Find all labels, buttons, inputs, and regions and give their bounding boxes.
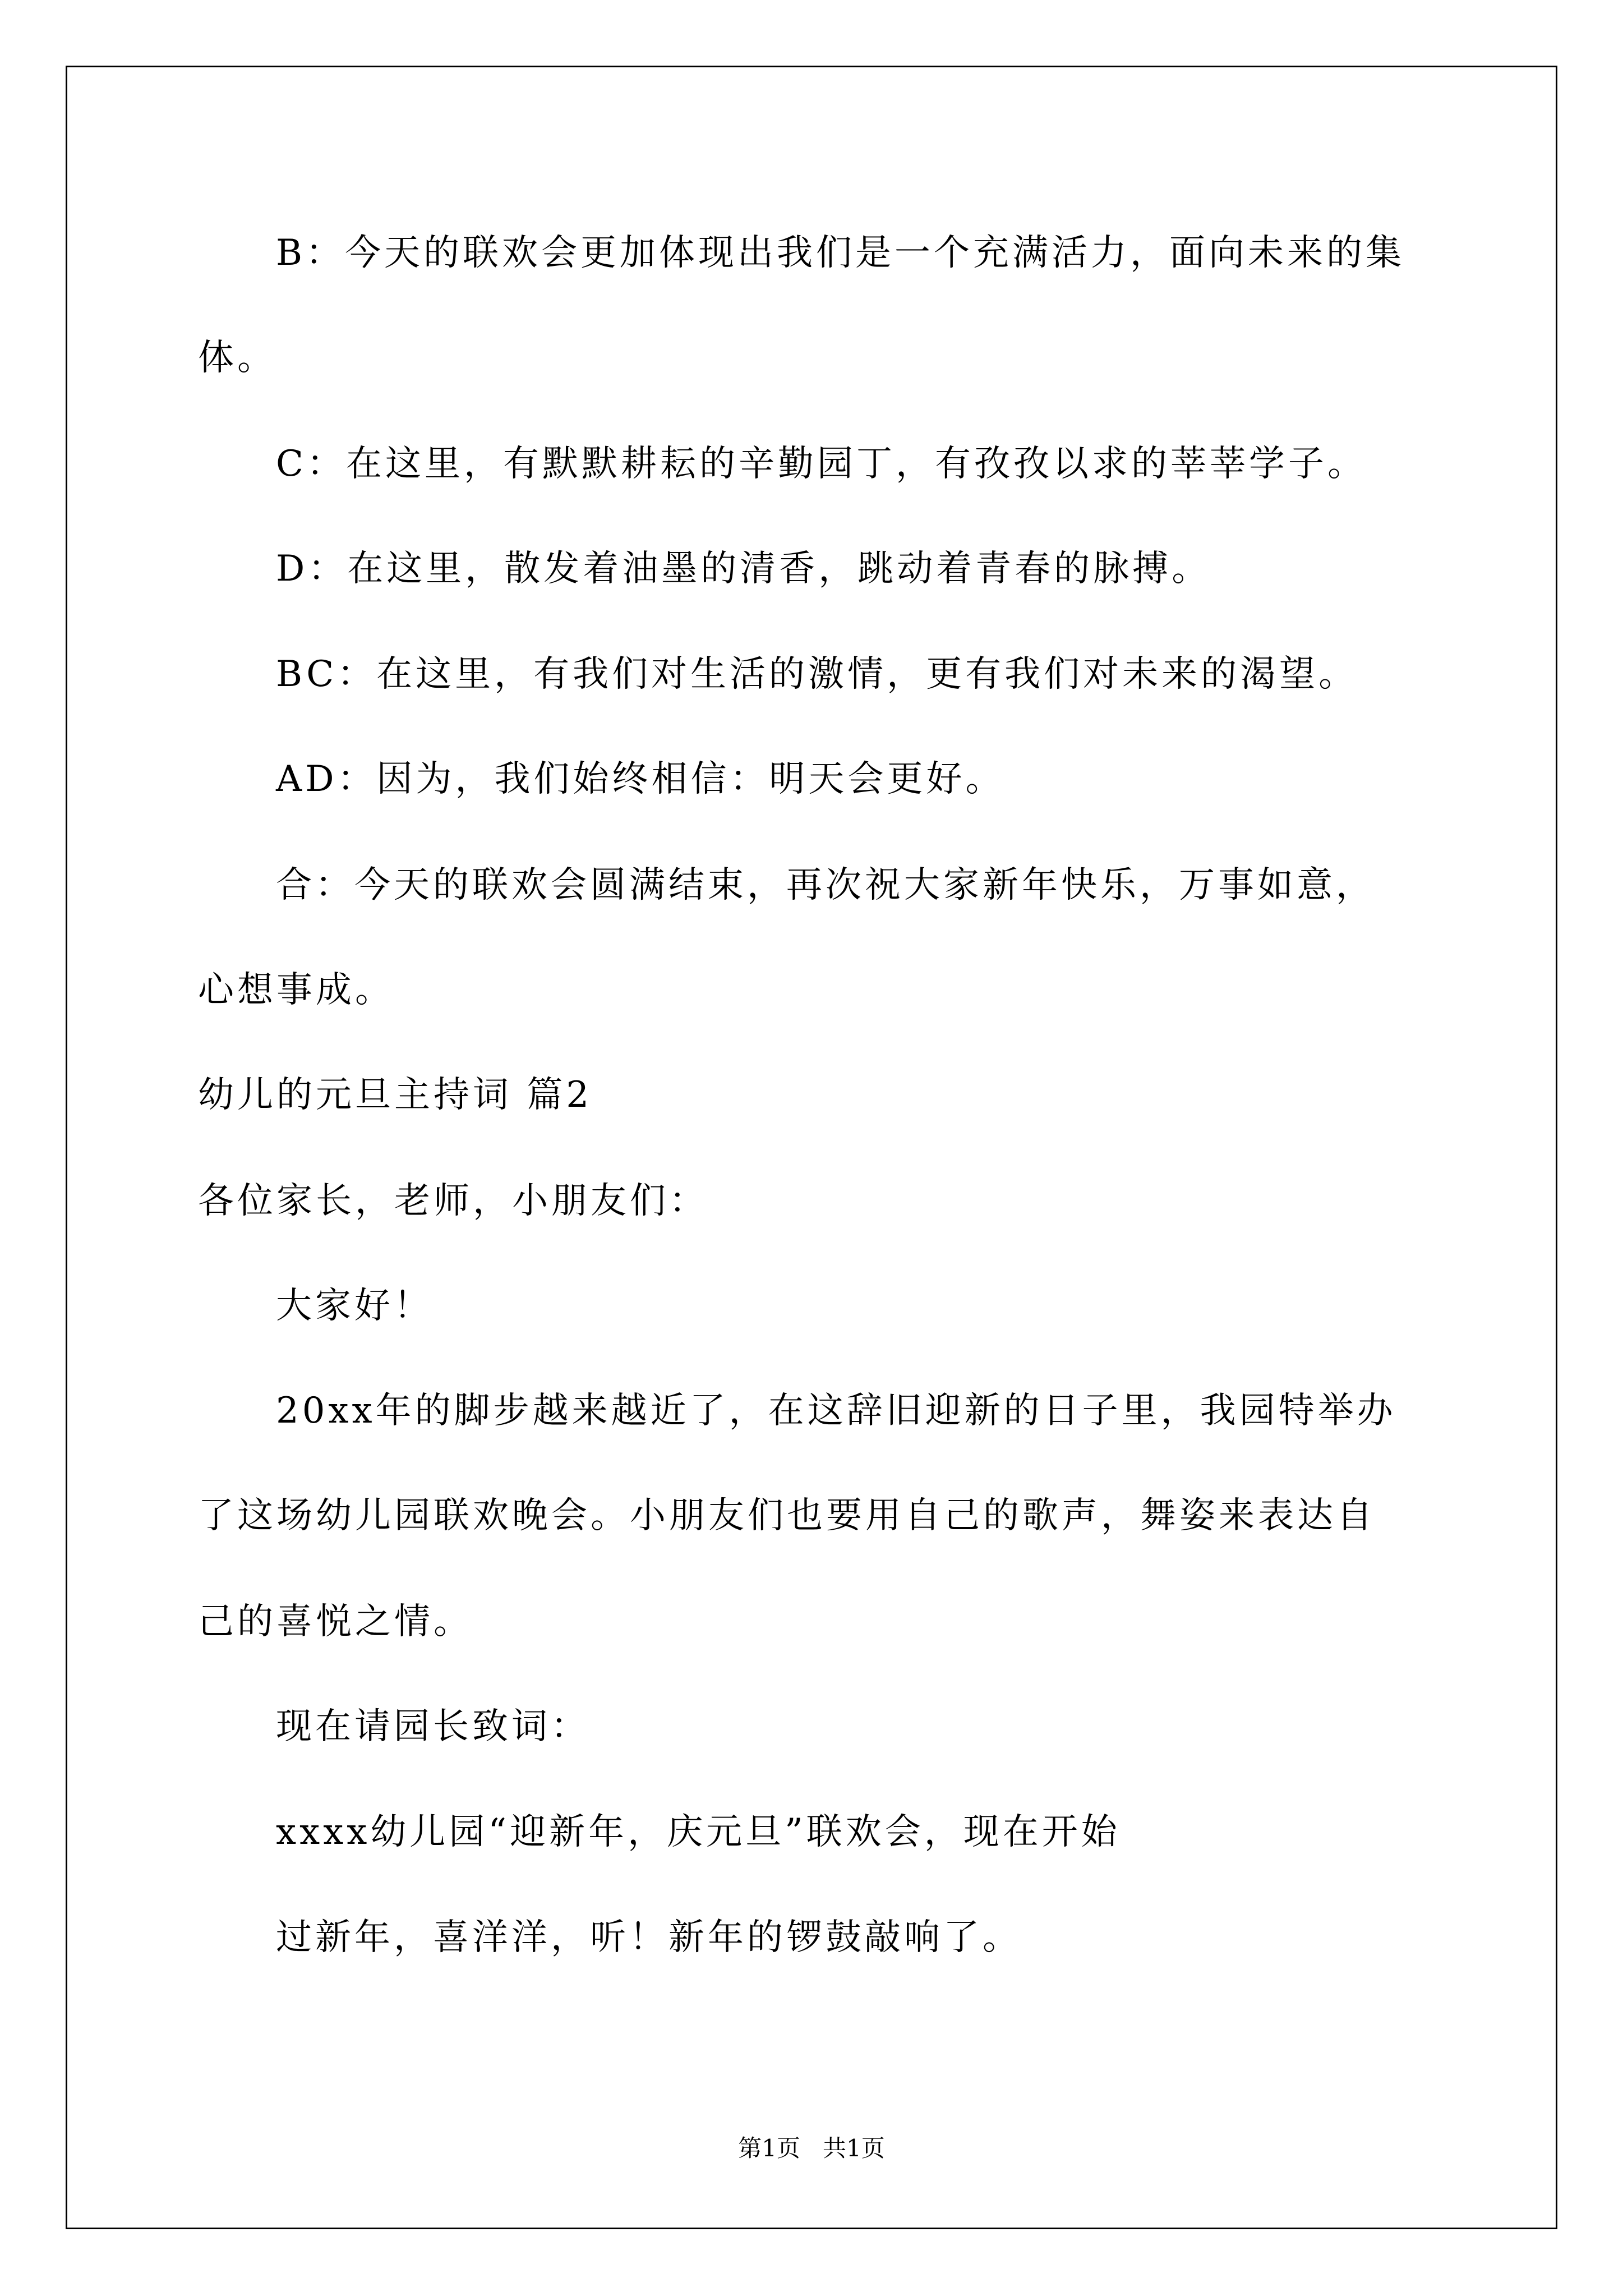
dialogue-line-together: 合：今天的联欢会圆满结束，再次祝大家新年快乐，万事如意，: [276, 864, 1375, 906]
dialogue-line-b: B：今天的联欢会更加体现出我们是一个充满活力，面向未来的集: [276, 232, 1405, 274]
principal-speech-line: 现在请园长致词：: [276, 1706, 590, 1747]
dialogue-line-d: D：在这里，散发着油墨的清香，跳动着青春的脉搏。: [276, 548, 1211, 590]
new-year-line: 过新年，喜洋洋，听！新年的锣鼓敲响了。: [276, 1917, 1022, 1958]
paragraph-line-2: 了这场幼儿园联欢晚会。小朋友们也要用自己的歌声，舞姿来表达自: [198, 1495, 1376, 1536]
paragraph-line-3: 己的喜悦之情。: [198, 1601, 473, 1642]
salutation: 各位家长，老师，小朋友们：: [198, 1180, 708, 1222]
dialogue-line-together-continued: 心想事成。: [198, 969, 394, 1011]
greeting: 大家好！: [276, 1285, 433, 1327]
page-border: [66, 66, 1557, 2229]
dialogue-line-bc: BC：在这里，有我们对生活的激情，更有我们对未来的渴望。: [276, 654, 1358, 695]
opening-announcement: xxxx幼儿园“迎新年，庆元旦”联欢会，现在开始: [276, 1811, 1121, 1853]
dialogue-line-ad: AD：因为，我们始终相信：明天会更好。: [276, 758, 1005, 800]
dialogue-line-b-continued: 体。: [198, 337, 276, 379]
page-footer: 第1页 共1页: [738, 2134, 885, 2162]
section-heading: 幼儿的元旦主持词 篇2: [198, 1074, 593, 1116]
dialogue-line-c: C：在这里，有默默耕耘的辛勤园丁，有孜孜以求的莘莘学子。: [276, 443, 1367, 485]
paragraph-line-1: 20xx年的脚步越来越近了，在这辞旧迎新的日子里，我园特举办: [276, 1390, 1396, 1432]
